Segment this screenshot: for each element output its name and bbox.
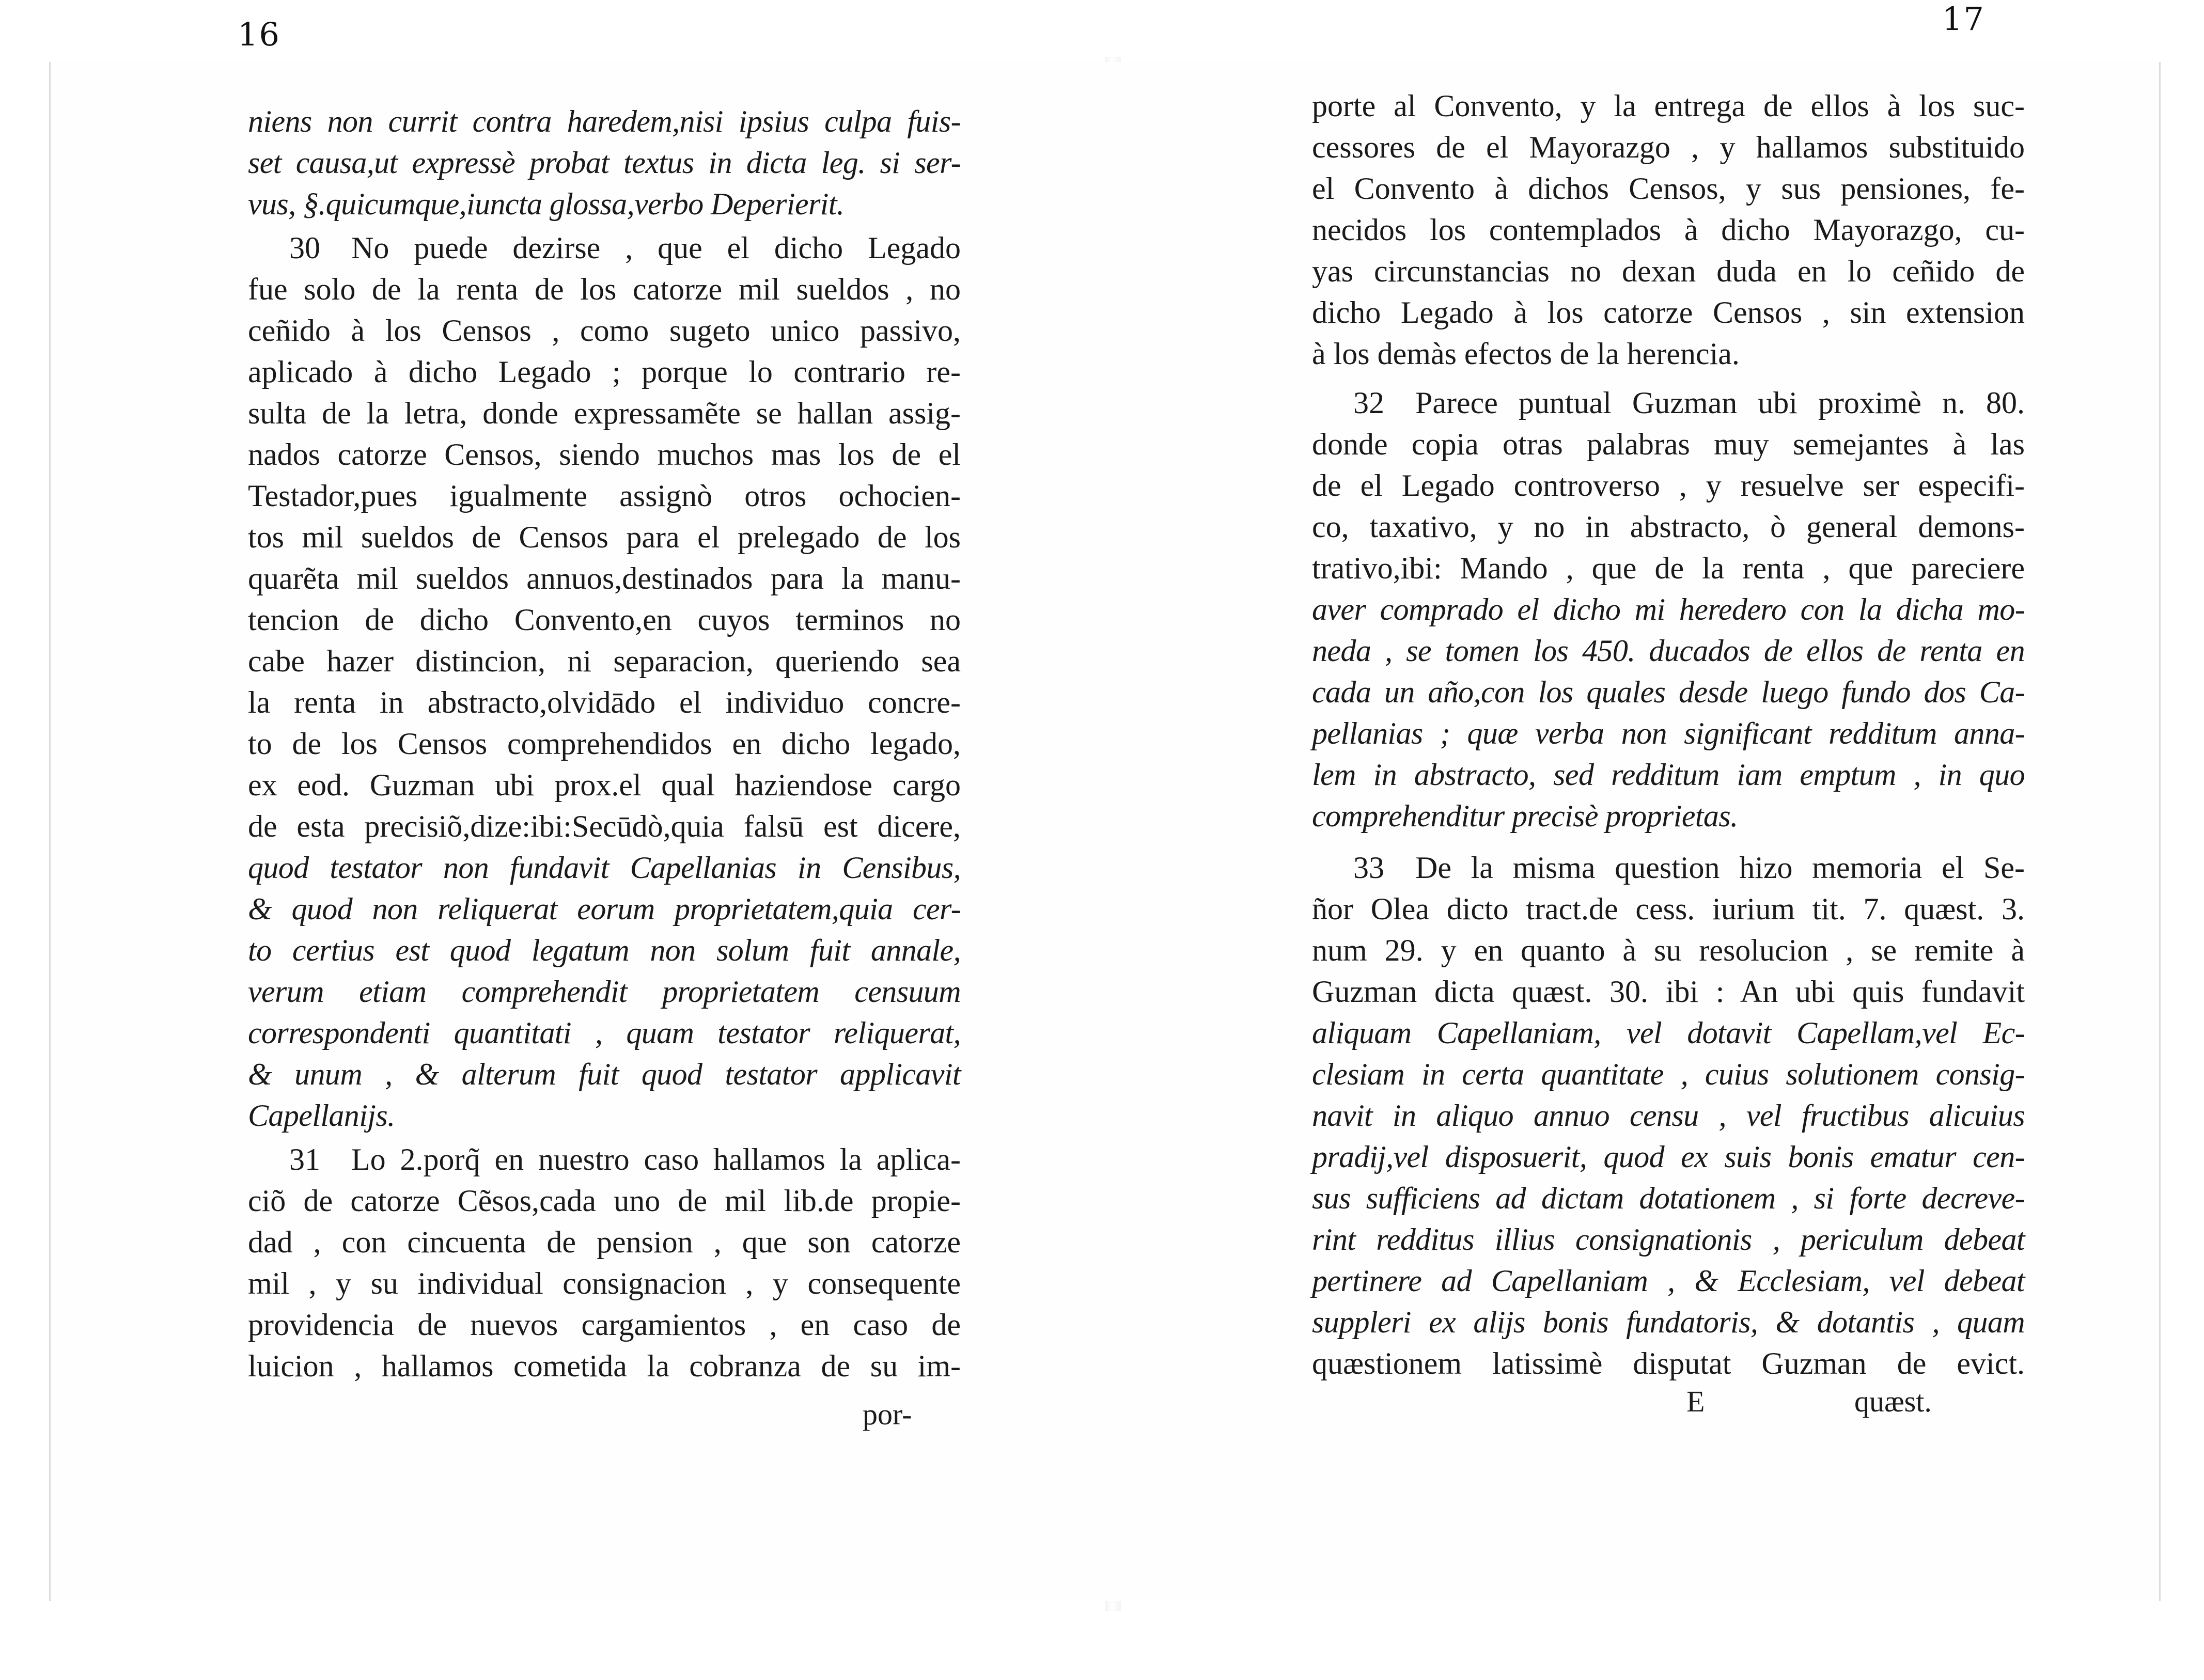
signature-mark: E <box>1686 1385 1705 1418</box>
text-line: De la misma question hizo memoria el Se- <box>1415 851 2025 885</box>
text-line: neda , se tomen los 450. ducados de ellos de renta en <box>1312 634 2025 668</box>
paragraph-number: 32 <box>1353 386 1384 420</box>
text-line: aliquam Capellaniam, vel dotavit Capellam,vel Ec- <box>1312 1016 2025 1050</box>
text-line: clesiam in certa quantitate , cuius solutionem consig- <box>1312 1057 2025 1091</box>
text-line: yas circunstancias no dexan duda en lo ceñido de <box>1312 254 2025 288</box>
text-line: & quod non reliquerat eorum proprietatem,quia cer- <box>248 892 961 926</box>
text-line: & unum , & alterum fuit quod testator applicavit <box>248 1057 961 1091</box>
text-line: lem in abstracto, sed redditum iam emptum , in quo <box>1312 758 2025 792</box>
text-line: pellanias ; quæ verba non significant redditum anna- <box>1312 716 2025 750</box>
catchword-right: quæst. <box>1854 1385 1932 1418</box>
text-line: cessores de el Mayorazgo , y hallamos substituido <box>1312 130 2025 164</box>
text-line: trativo,ibi: Mando , que de la renta , que pareciere <box>1312 551 2025 585</box>
text-line: cabe hazer distincion, ni separacion, queriendo sea <box>248 644 961 678</box>
text-line: tencion de dicho Convento,en cuyos terminos no <box>248 603 961 637</box>
text-line: luicion , hallamos cometida la cobranza de su im- <box>248 1349 961 1383</box>
text-line: co, taxativo, y no in abstracto, ò general demons- <box>1312 510 2025 544</box>
text-line: porte al Convento, y la entrega de ellos à los suc- <box>1312 89 2025 123</box>
text-line: suppleri ex alijs bonis fundatoris, & dotantis , quam <box>1312 1305 2025 1339</box>
text-line: ciõ de catorze Cẽsos,cada uno de mil lib.de propie- <box>248 1184 961 1218</box>
text-line: quarẽta mil sueldos annuos,destinados para la manu- <box>248 561 961 595</box>
text-line: ñor Olea dicto tract.de cess. iurium tit. 7. quæst. 3. <box>1312 892 2025 926</box>
text-line: ex eod. Guzman ubi prox.el qual haziendose cargo <box>248 768 961 802</box>
text-line: verum etiam comprehendit proprietatem censuum <box>248 975 961 1009</box>
text-line: aplicado à dicho Legado ; porque lo contrario re- <box>248 355 961 389</box>
text-line: dad , con cincuenta de pension , que son catorze <box>248 1225 961 1259</box>
text-line: No puede dezirse , que el dicho Legado <box>351 231 961 265</box>
text-line: de el Legado controverso , y resuelve ser especifi- <box>1312 468 2025 503</box>
text-line: num 29. y en quanto à su resolucion , se remite à <box>1312 933 2025 967</box>
text-line: rint redditus illius consignationis , periculum debeat <box>1312 1222 2025 1257</box>
text-line: pertinere ad Capellaniam , & Ecclesiam, vel debeat <box>1312 1264 2025 1298</box>
catchword-left: por- <box>863 1398 912 1431</box>
text-line: tos mil sueldos de Censos para el prelegado de los <box>248 520 961 554</box>
text-line: aver comprado el dicho mi heredero con la dicha mo- <box>1312 592 2025 626</box>
text-line: to certius est quod legatum non solum fuit annale, <box>248 933 961 967</box>
paragraph-number: 30 <box>289 231 320 265</box>
text-line: nados catorze Censos, siendo muchos mas los de el <box>248 437 961 472</box>
text-line: Guzman dicta quæst. 30. ibi : An ubi quis fundavit <box>1312 975 2025 1009</box>
text-line: correspondenti quantitati , quam testator reliquerat, <box>248 1016 961 1050</box>
text-line: set causa,ut expressè probat textus in dicta leg. si ser- <box>248 146 961 180</box>
text-line: to de los Censos comprehendidos en dicho legado, <box>248 727 961 761</box>
text-line: vus, §.quicumque,iuncta glossa,verbo Deperierit. <box>248 187 845 221</box>
text-line: necidos los contemplados à dicho Mayorazgo, cu- <box>1312 213 2025 247</box>
text-line: ceñido à los Censos , como sugeto unico passivo, <box>248 313 961 348</box>
text-line: quod testator non fundavit Capellanias in Censibus, <box>248 851 961 885</box>
text-line: providencia de nuevos cargamientos , en caso de <box>248 1308 961 1342</box>
text-line: comprehenditur precisè proprietas. <box>1312 799 1738 833</box>
text-line: Parece puntual Guzman ubi proximè n. 80. <box>1415 386 2025 420</box>
text-line: sus sufficiens ad dictam dotationem , si forte decreve- <box>1312 1181 2025 1215</box>
text-line: quæstionem latissimè disputat Guzman de evict. <box>1312 1346 2025 1380</box>
text-line: niens non currit contra haredem,nisi ipsius culpa fuis- <box>248 104 961 138</box>
paragraph-number: 33 <box>1353 851 1384 885</box>
text-line: à los demàs efectos de la herencia. <box>1312 337 1740 371</box>
text-line: Capellanijs. <box>248 1098 395 1133</box>
paragraph-number: 31 <box>289 1142 320 1176</box>
text-line: sulta de la letra, donde expressamẽte se hallan assig- <box>248 396 961 430</box>
text-line: fue solo de la renta de los catorze mil sueldos , no <box>248 272 961 306</box>
text-line: mil , y su individual consignacion , y consequente <box>248 1266 961 1300</box>
text-line: cada un año,con los quales desde luego fundo dos Ca- <box>1312 675 2025 709</box>
text-line: pradij,vel disposuerit, quod ex suis bonis ematur cen- <box>1312 1140 2025 1174</box>
text-line: Testador,pues igualmente assignò otros ochocien- <box>248 479 961 513</box>
text-line: donde copia otras palabras muy semejantes à las <box>1312 427 2025 461</box>
text-line: Lo 2.porq̃ en nuestro caso hallamos la aplica- <box>351 1142 961 1176</box>
page-number-right: 17 <box>1942 0 1985 38</box>
page-number-left: 16 <box>238 15 280 53</box>
text-line: la renta in abstracto,olvidādo el individuo concre- <box>248 685 961 719</box>
text-line: el Convento à dichos Censos, y sus pensiones, fe- <box>1312 171 2025 206</box>
text-line: dicho Legado à los catorze Censos , sin extension <box>1312 295 2025 329</box>
text-line: de esta precisiõ,dize:ibi:Secūdò,quia falsū est dicere, <box>248 809 961 843</box>
text-line: navit in aliquo annuo censu , vel fructibus alicuius <box>1312 1098 2025 1133</box>
